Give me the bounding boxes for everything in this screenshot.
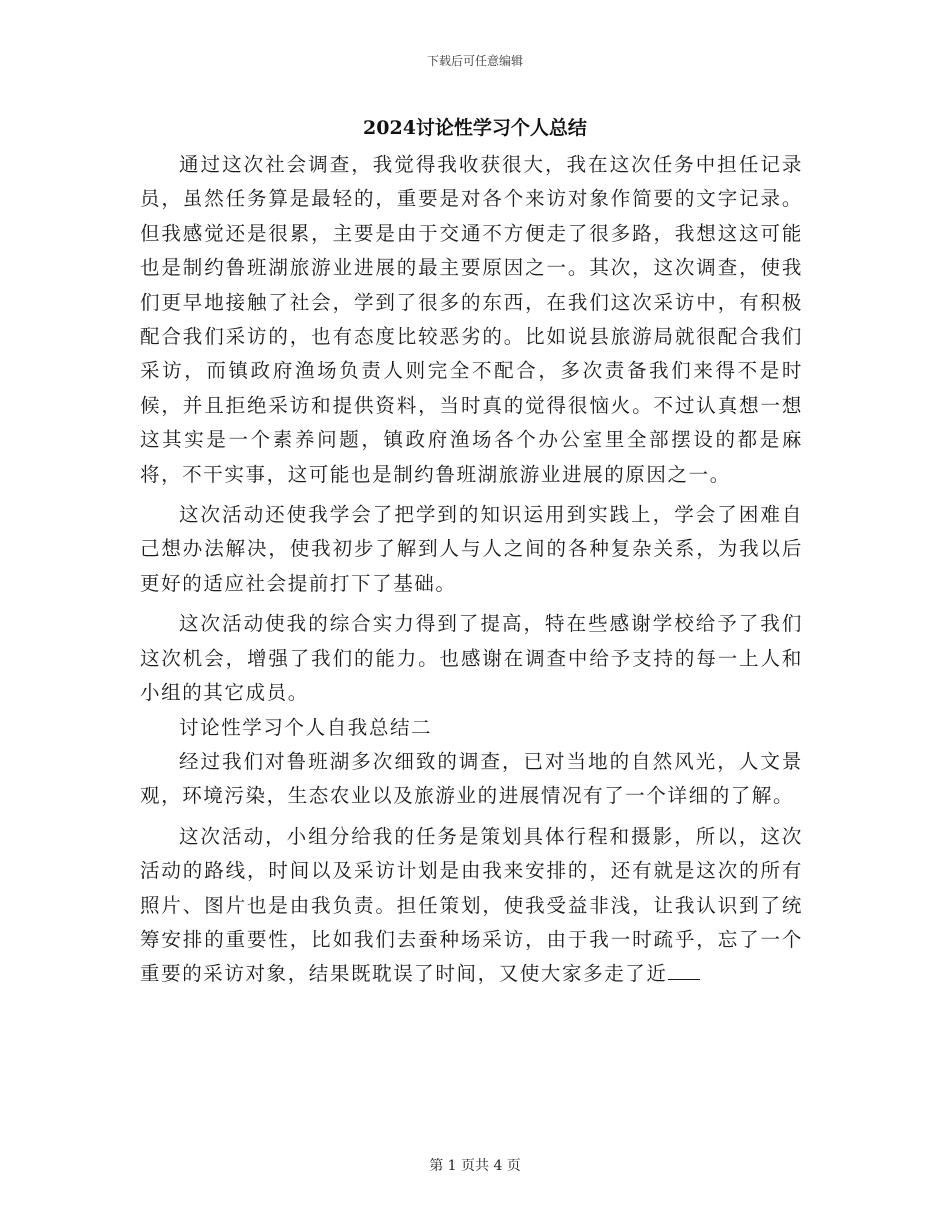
document-title: 2024讨论性学习个人总结 <box>363 117 587 139</box>
paragraph: 这次活动还使我学会了把学到的知识运用到实践上，学会了困难自己想办法解决，使我初步了解到人与人之间的各种复杂关系，为我以后更好的适应社会提前打下了基础。 <box>140 503 803 595</box>
page-number: 第 1 页共 4 页 <box>429 1158 521 1174</box>
section-heading: 讨论性学习个人自我总结二 <box>179 715 433 739</box>
header-note: 下载后可任意编辑 <box>426 54 523 68</box>
document-body <box>140 148 803 992</box>
fill-in-blank <box>668 961 700 980</box>
paragraph: 经过我们对鲁班湖多次细致的调查，已对当地的自然风光，人文景观，环境污染，生态农业以及旅游业的进展情况有了一个详细的了解。 <box>140 749 803 808</box>
paragraph: 通过这次社会调查，我觉得我收获很大，我在这次任务中担任记录员，虽然任务算是最轻的，重要是对各个来访对象作简要的文字记录。但我感觉还是很累，主要是由于交通不方便走了很多路，我想这这可能也是制约鲁班湖旅游业进展的最主要原因之一。其次，这次调查，使我们更早地接触了社会，学到了很多的东西，在我们这次采访中，有积极配合我们采访的，也有态度比较恶劣的。比如说县旅游局就很配合我们采访，而镇政府渔场负责人则完全不配合，多次责备我们来得不是时候，并且拒绝采访和提供资料，当时真的觉得很恼火。不过认真想一想这其实是一个素养问题，镇政府渔场各个办公室里全部摆设的都是麻将，不干实事，这可能也是制约鲁班湖旅游业进展的原因之一。 <box>140 153 803 486</box>
paragraph: 这次活动使我的综合实力得到了提高，特在些感谢学校给予了我们这次机会，增强了我们的能力。也感谢在调查中给予支持的每一上人和小组的其它成员。 <box>140 612 803 705</box>
paragraph-text: 这次活动，小组分给我的任务是策划具体行程和摄影，所以，这次活动的路线，时间以及采访计划是由我来安排的，还有就是这次的所有照片、图片也是由我负责。担任策划，使我受益非浅，让我认识到了统筹安排的重要性，比如我们去蚕种场采访，由于我一时疏乎，忘了一个重要的采访对象，结果既耽误了时间，又使大家多走了近 <box>140 824 803 986</box>
paragraph-last <box>140 820 803 992</box>
